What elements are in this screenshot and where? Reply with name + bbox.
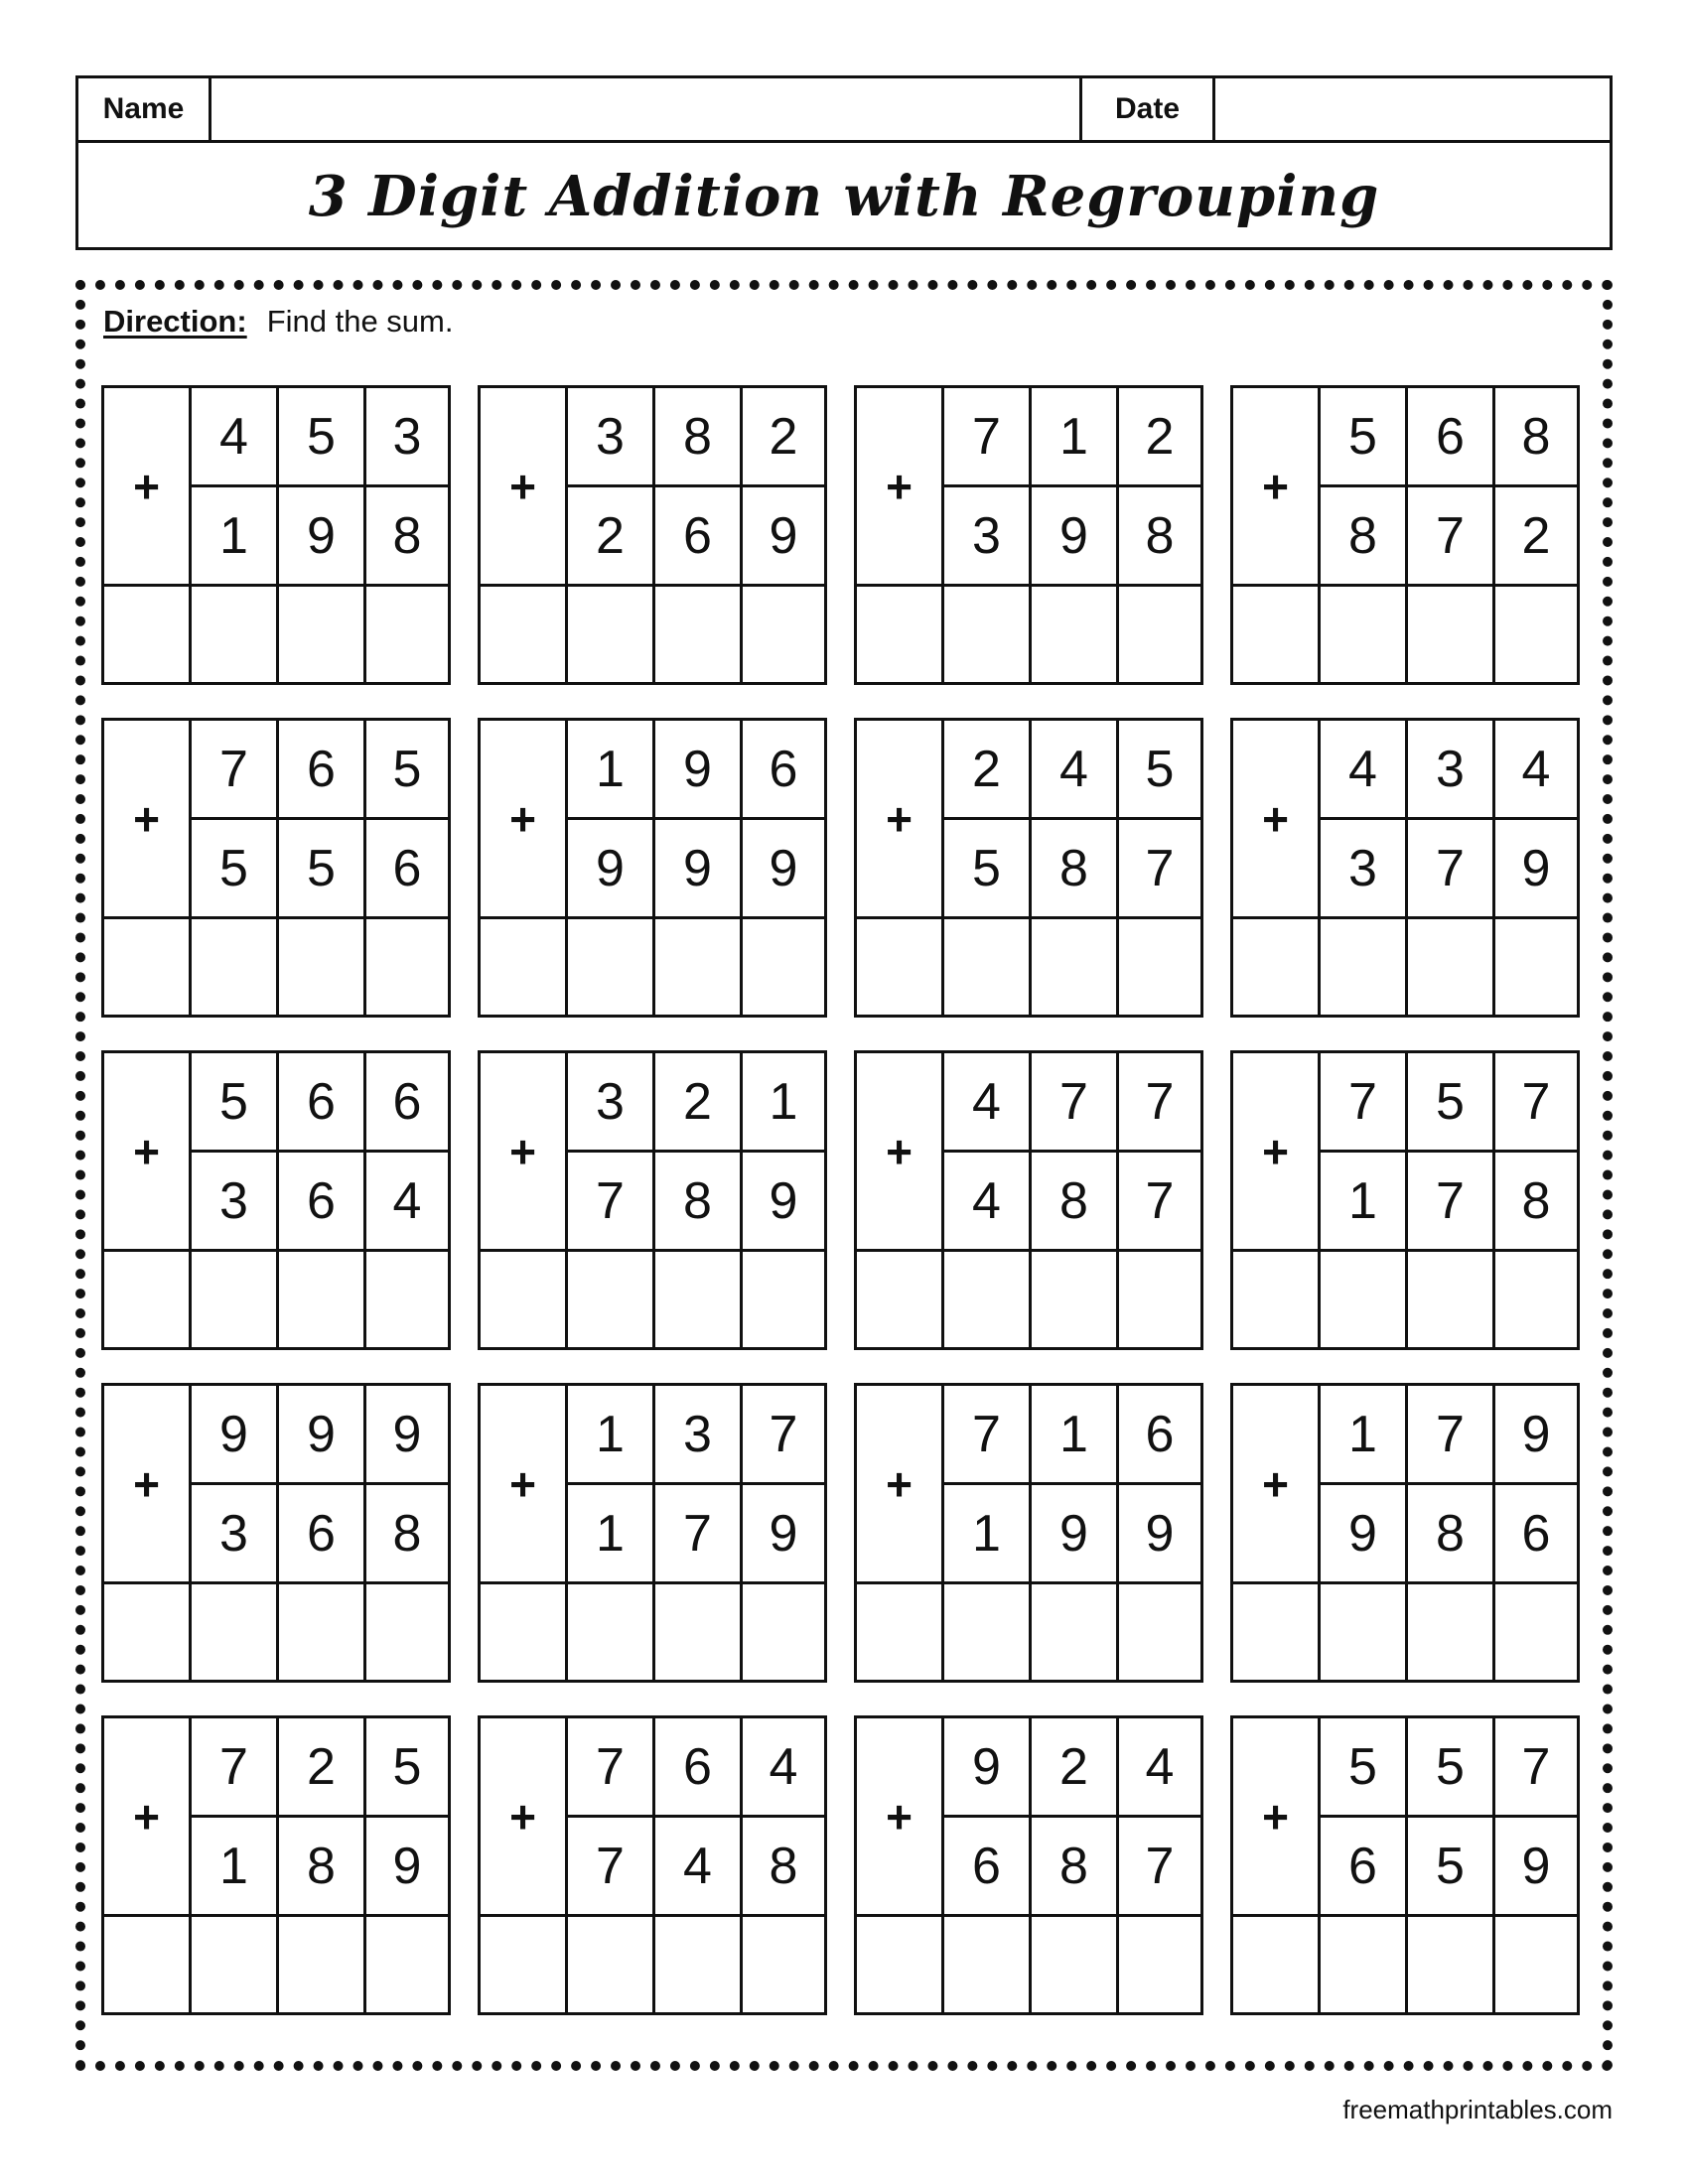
plus-sign: + <box>1233 1718 1321 1917</box>
top-addend-digit: 4 <box>1495 721 1577 820</box>
top-addend-digit: 4 <box>944 1053 1032 1153</box>
addition-problem <box>1230 718 1580 1018</box>
answer-box[interactable] <box>1032 919 1119 1015</box>
top-addend-digit: 8 <box>655 388 743 487</box>
answer-box[interactable] <box>1495 1252 1577 1347</box>
answer-box[interactable] <box>192 1584 279 1680</box>
bottom-addend-digit: 3 <box>1321 820 1408 919</box>
bottom-addend-digit: 5 <box>192 820 279 919</box>
addition-problem <box>101 385 451 685</box>
bottom-addend-digit: 9 <box>1495 1818 1577 1917</box>
bottom-addend-digit: 7 <box>568 1818 655 1917</box>
top-addend-digit: 7 <box>1119 1053 1200 1153</box>
top-addend-digit: 7 <box>1495 1718 1577 1818</box>
answer-box[interactable] <box>1119 919 1200 1015</box>
top-addend-digit: 9 <box>366 1386 448 1485</box>
answer-box[interactable] <box>743 587 824 682</box>
top-addend-digit: 1 <box>743 1053 824 1153</box>
direction-text: Find the sum. <box>266 304 454 339</box>
answer-box[interactable] <box>192 1917 279 2012</box>
name-label: Name <box>78 78 211 140</box>
addition-problem <box>101 718 451 1018</box>
top-addend-digit: 5 <box>1408 1718 1495 1818</box>
plus-sign: + <box>104 721 192 919</box>
answer-box[interactable] <box>743 919 824 1015</box>
top-addend-digit: 2 <box>655 1053 743 1153</box>
plus-sign: + <box>481 1718 568 1917</box>
top-addend-digit: 5 <box>1408 1053 1495 1153</box>
top-addend-digit: 7 <box>192 721 279 820</box>
bottom-addend-digit: 8 <box>1321 487 1408 587</box>
bottom-addend-digit: 8 <box>1119 487 1200 587</box>
top-addend-digit: 7 <box>1495 1053 1577 1153</box>
bottom-addend-digit: 1 <box>1321 1153 1408 1252</box>
bottom-addend-digit: 3 <box>192 1485 279 1584</box>
bottom-addend-digit: 3 <box>944 487 1032 587</box>
answer-box[interactable] <box>1495 1917 1577 2012</box>
answer-box[interactable] <box>1032 1252 1119 1347</box>
bottom-addend-digit: 9 <box>743 1153 824 1252</box>
bottom-addend-digit: 8 <box>743 1818 824 1917</box>
answer-box[interactable] <box>743 1584 824 1680</box>
answer-box[interactable] <box>568 1584 655 1680</box>
bottom-addend-digit: 9 <box>1032 1485 1119 1584</box>
answer-box[interactable] <box>1233 1252 1321 1347</box>
bottom-addend-digit: 5 <box>279 820 366 919</box>
date-label: Date <box>1082 78 1215 140</box>
top-addend-digit: 7 <box>944 1386 1032 1485</box>
plus-sign: + <box>857 388 944 587</box>
top-addend-digit: 9 <box>944 1718 1032 1818</box>
bottom-addend-digit: 7 <box>1408 487 1495 587</box>
addition-problem <box>1230 385 1580 685</box>
answer-box[interactable] <box>568 1252 655 1347</box>
answer-box[interactable] <box>481 587 568 682</box>
answer-box[interactable] <box>366 587 448 682</box>
plus-sign: + <box>104 1718 192 1917</box>
answer-box[interactable] <box>568 919 655 1015</box>
bottom-addend-digit: 2 <box>1495 487 1577 587</box>
plus-sign: + <box>1233 388 1321 587</box>
bottom-addend-digit: 1 <box>568 1485 655 1584</box>
top-addend-digit: 5 <box>1321 388 1408 487</box>
plus-sign: + <box>481 388 568 587</box>
top-addend-digit: 9 <box>192 1386 279 1485</box>
answer-box[interactable] <box>481 919 568 1015</box>
addition-problem <box>1230 1715 1580 2015</box>
bottom-addend-digit: 7 <box>1119 820 1200 919</box>
top-addend-digit: 7 <box>944 388 1032 487</box>
addition-problem <box>478 1383 827 1683</box>
answer-box[interactable] <box>1032 587 1119 682</box>
answer-box[interactable] <box>104 587 192 682</box>
answer-box[interactable] <box>1032 1917 1119 2012</box>
top-addend-digit: 3 <box>366 388 448 487</box>
bottom-addend-digit: 8 <box>655 1153 743 1252</box>
bottom-addend-digit: 9 <box>743 820 824 919</box>
plus-sign: + <box>104 1053 192 1252</box>
answer-box[interactable] <box>944 587 1032 682</box>
bottom-addend-digit: 7 <box>1119 1153 1200 1252</box>
bottom-addend-digit: 6 <box>655 487 743 587</box>
addition-problem <box>101 1715 451 2015</box>
plus-sign: + <box>104 388 192 587</box>
top-addend-digit: 7 <box>568 1718 655 1818</box>
answer-box[interactable] <box>655 587 743 682</box>
top-addend-digit: 4 <box>1321 721 1408 820</box>
bottom-addend-digit: 5 <box>944 820 1032 919</box>
answer-box[interactable] <box>1119 1584 1200 1680</box>
top-addend-digit: 8 <box>1495 388 1577 487</box>
bottom-addend-digit: 7 <box>1408 820 1495 919</box>
bottom-addend-digit: 1 <box>192 1818 279 1917</box>
addition-problem <box>854 1383 1203 1683</box>
worksheet-title: 3 Digit Addition with Regrouping <box>308 164 1380 229</box>
top-addend-digit: 6 <box>279 721 366 820</box>
answer-box[interactable] <box>944 1584 1032 1680</box>
answer-box[interactable] <box>1408 919 1495 1015</box>
answer-box[interactable] <box>655 1917 743 2012</box>
answer-box[interactable] <box>279 919 366 1015</box>
answer-box[interactable] <box>1233 1917 1321 2012</box>
answer-box[interactable] <box>1119 1917 1200 2012</box>
answer-box[interactable] <box>366 1584 448 1680</box>
plus-sign: + <box>481 1053 568 1252</box>
bottom-addend-digit: 8 <box>1408 1485 1495 1584</box>
top-addend-digit: 6 <box>1119 1386 1200 1485</box>
answer-box[interactable] <box>104 919 192 1015</box>
top-addend-digit: 1 <box>568 1386 655 1485</box>
top-addend-digit: 5 <box>366 1718 448 1818</box>
answer-box[interactable] <box>366 1917 448 2012</box>
top-addend-digit: 5 <box>1119 721 1200 820</box>
plus-sign: + <box>857 1386 944 1584</box>
addition-problem <box>854 1050 1203 1350</box>
top-addend-digit: 4 <box>1032 721 1119 820</box>
addition-problem <box>478 718 827 1018</box>
addition-problem <box>854 385 1203 685</box>
answer-box[interactable] <box>568 1917 655 2012</box>
top-addend-digit: 6 <box>1408 388 1495 487</box>
answer-box[interactable] <box>1495 919 1577 1015</box>
bottom-addend-digit: 9 <box>568 820 655 919</box>
answer-box[interactable] <box>481 1252 568 1347</box>
top-addend-digit: 4 <box>1119 1718 1200 1818</box>
answer-box[interactable] <box>481 1917 568 2012</box>
top-addend-digit: 3 <box>655 1386 743 1485</box>
top-addend-digit: 6 <box>279 1053 366 1153</box>
bottom-addend-digit: 8 <box>1032 1818 1119 1917</box>
top-addend-digit: 4 <box>743 1718 824 1818</box>
top-addend-digit: 7 <box>1032 1053 1119 1153</box>
answer-box[interactable] <box>1408 1584 1495 1680</box>
problem-grid <box>101 385 1579 2015</box>
top-addend-digit: 2 <box>944 721 1032 820</box>
answer-box[interactable] <box>366 919 448 1015</box>
name-date-row <box>78 78 1610 143</box>
bottom-addend-digit: 9 <box>1032 487 1119 587</box>
bottom-addend-digit: 9 <box>743 1485 824 1584</box>
bottom-addend-digit: 8 <box>1495 1153 1577 1252</box>
bottom-addend-digit: 9 <box>655 820 743 919</box>
bottom-addend-digit: 7 <box>1408 1153 1495 1252</box>
worksheet-header <box>75 75 1613 250</box>
top-addend-digit: 9 <box>655 721 743 820</box>
answer-box[interactable] <box>481 1584 568 1680</box>
bottom-addend-digit: 8 <box>1032 1153 1119 1252</box>
title-row <box>78 143 1610 250</box>
answer-box[interactable] <box>279 1584 366 1680</box>
bottom-addend-digit: 4 <box>366 1153 448 1252</box>
bottom-addend-digit: 9 <box>279 487 366 587</box>
top-addend-digit: 9 <box>279 1386 366 1485</box>
plus-sign: + <box>104 1386 192 1584</box>
answer-box[interactable] <box>944 919 1032 1015</box>
plus-sign: + <box>857 1718 944 1917</box>
answer-box[interactable] <box>655 919 743 1015</box>
bottom-addend-digit: 4 <box>655 1818 743 1917</box>
top-addend-digit: 7 <box>1408 1386 1495 1485</box>
bottom-addend-digit: 8 <box>366 487 448 587</box>
answer-box[interactable] <box>104 1584 192 1680</box>
bottom-addend-digit: 8 <box>279 1818 366 1917</box>
bottom-addend-digit: 9 <box>743 487 824 587</box>
answer-box[interactable] <box>104 1252 192 1347</box>
top-addend-digit: 2 <box>279 1718 366 1818</box>
bottom-addend-digit: 1 <box>944 1485 1032 1584</box>
answer-box[interactable] <box>366 1252 448 1347</box>
top-addend-digit: 1 <box>1032 388 1119 487</box>
top-addend-digit: 1 <box>568 721 655 820</box>
plus-sign: + <box>857 1053 944 1252</box>
plus-sign: + <box>1233 1053 1321 1252</box>
bottom-addend-digit: 6 <box>279 1485 366 1584</box>
direction-line <box>103 304 454 340</box>
top-addend-digit: 5 <box>279 388 366 487</box>
addition-problem <box>854 1715 1203 2015</box>
answer-box[interactable] <box>743 1917 824 2012</box>
bottom-addend-digit: 9 <box>1321 1485 1408 1584</box>
top-addend-digit: 9 <box>1495 1386 1577 1485</box>
addition-problem <box>478 1715 827 2015</box>
top-addend-digit: 7 <box>192 1718 279 1818</box>
top-addend-digit: 7 <box>1321 1053 1408 1153</box>
top-addend-digit: 2 <box>1119 388 1200 487</box>
answer-box[interactable] <box>1119 587 1200 682</box>
answer-box[interactable] <box>944 1252 1032 1347</box>
bottom-addend-digit: 4 <box>944 1153 1032 1252</box>
bottom-addend-digit: 5 <box>1408 1818 1495 1917</box>
answer-box[interactable] <box>1408 587 1495 682</box>
top-addend-digit: 5 <box>366 721 448 820</box>
answer-box[interactable] <box>279 1917 366 2012</box>
answer-box[interactable] <box>655 1252 743 1347</box>
bottom-addend-digit: 6 <box>1321 1818 1408 1917</box>
source-credit: freemathprintables.com <box>1342 2095 1613 2124</box>
bottom-addend-digit: 7 <box>1119 1818 1200 1917</box>
bottom-addend-digit: 6 <box>1495 1485 1577 1584</box>
bottom-addend-digit: 6 <box>944 1818 1032 1917</box>
bottom-addend-digit: 9 <box>1495 820 1577 919</box>
answer-box[interactable] <box>104 1917 192 2012</box>
answer-box[interactable] <box>1233 587 1321 682</box>
answer-box[interactable] <box>1321 1584 1408 1680</box>
bottom-addend-digit: 2 <box>568 487 655 587</box>
answer-box[interactable] <box>857 587 944 682</box>
plus-sign: + <box>481 721 568 919</box>
top-addend-digit: 1 <box>1321 1386 1408 1485</box>
top-addend-digit: 2 <box>1032 1718 1119 1818</box>
bottom-addend-digit: 8 <box>366 1485 448 1584</box>
addition-problem <box>478 385 827 685</box>
answer-box[interactable] <box>857 1584 944 1680</box>
plus-sign: + <box>1233 721 1321 919</box>
bottom-addend-digit: 6 <box>366 820 448 919</box>
bottom-addend-digit: 9 <box>366 1818 448 1917</box>
bottom-addend-digit: 3 <box>192 1153 279 1252</box>
answer-box[interactable] <box>279 587 366 682</box>
addition-problem <box>1230 1383 1580 1683</box>
answer-box[interactable] <box>1408 1917 1495 2012</box>
bottom-addend-digit: 6 <box>279 1153 366 1252</box>
answer-box[interactable] <box>192 1252 279 1347</box>
addition-problem <box>101 1050 451 1350</box>
answer-box[interactable] <box>1321 587 1408 682</box>
answer-box[interactable] <box>1032 1584 1119 1680</box>
date-field[interactable] <box>1215 78 1610 140</box>
bottom-addend-digit: 8 <box>1032 820 1119 919</box>
name-field[interactable] <box>211 78 1082 140</box>
bottom-addend-digit: 7 <box>568 1153 655 1252</box>
addition-problem <box>854 718 1203 1018</box>
answer-box[interactable] <box>1321 1252 1408 1347</box>
answer-box[interactable] <box>1233 919 1321 1015</box>
answer-box[interactable] <box>568 587 655 682</box>
top-addend-digit: 4 <box>192 388 279 487</box>
top-addend-digit: 1 <box>1032 1386 1119 1485</box>
plus-sign: + <box>857 721 944 919</box>
top-addend-digit: 6 <box>655 1718 743 1818</box>
bottom-addend-digit: 7 <box>655 1485 743 1584</box>
answer-box[interactable] <box>1495 1584 1577 1680</box>
bottom-addend-digit: 1 <box>192 487 279 587</box>
answer-box[interactable] <box>655 1584 743 1680</box>
top-addend-digit: 2 <box>743 388 824 487</box>
answer-box[interactable] <box>857 919 944 1015</box>
answer-box[interactable] <box>192 587 279 682</box>
top-addend-digit: 3 <box>568 388 655 487</box>
answer-box[interactable] <box>857 1917 944 2012</box>
top-addend-digit: 6 <box>366 1053 448 1153</box>
answer-box[interactable] <box>857 1252 944 1347</box>
top-addend-digit: 3 <box>568 1053 655 1153</box>
addition-problem <box>478 1050 827 1350</box>
plus-sign: + <box>481 1386 568 1584</box>
addition-problem <box>101 1383 451 1683</box>
answer-box[interactable] <box>1408 1252 1495 1347</box>
answer-box[interactable] <box>1321 919 1408 1015</box>
answer-box[interactable] <box>1321 1917 1408 2012</box>
plus-sign: + <box>1233 1386 1321 1584</box>
bottom-addend-digit: 9 <box>1119 1485 1200 1584</box>
answer-box[interactable] <box>1119 1252 1200 1347</box>
answer-box[interactable] <box>743 1252 824 1347</box>
top-addend-digit: 5 <box>192 1053 279 1153</box>
top-addend-digit: 3 <box>1408 721 1495 820</box>
direction-label: Direction: <box>103 304 247 339</box>
top-addend-digit: 5 <box>1321 1718 1408 1818</box>
answer-box[interactable] <box>192 919 279 1015</box>
answer-box[interactable] <box>1495 587 1577 682</box>
top-addend-digit: 7 <box>743 1386 824 1485</box>
answer-box[interactable] <box>944 1917 1032 2012</box>
answer-box[interactable] <box>279 1252 366 1347</box>
answer-box[interactable] <box>1233 1584 1321 1680</box>
top-addend-digit: 6 <box>743 721 824 820</box>
addition-problem <box>1230 1050 1580 1350</box>
